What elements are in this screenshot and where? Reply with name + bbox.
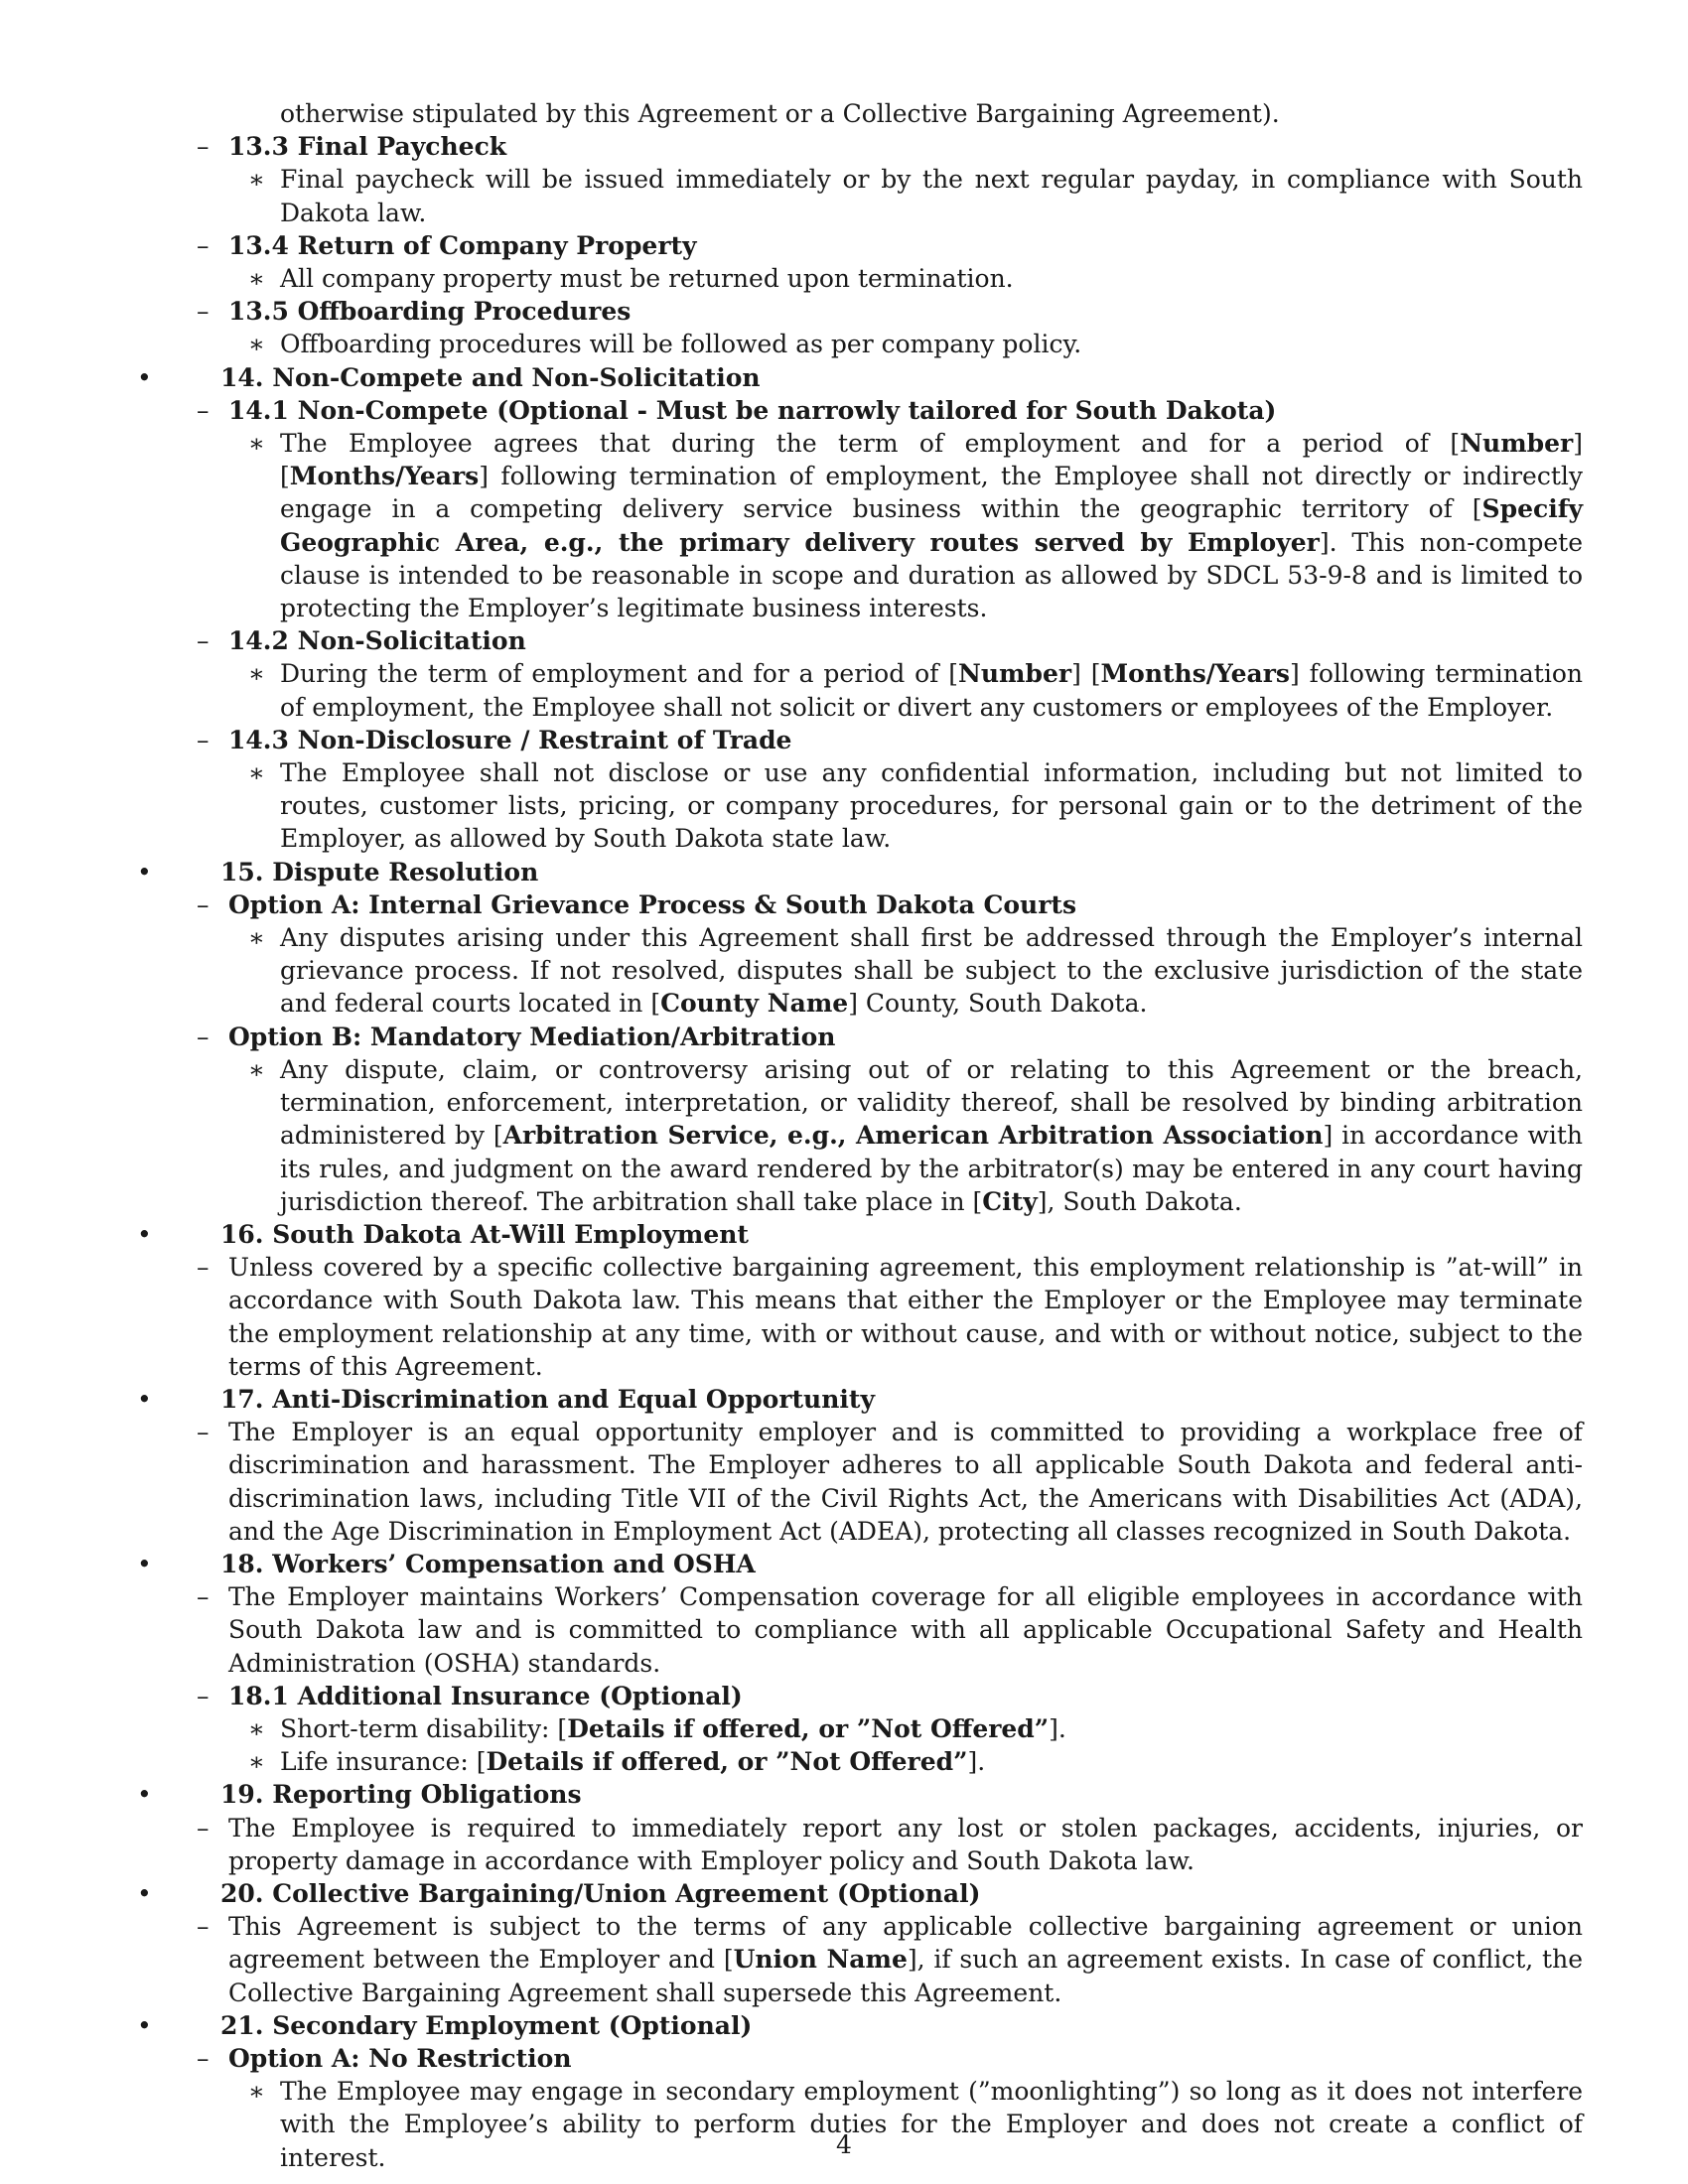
clause-13-5 [129, 328, 1583, 360]
bullet-marker: • [137, 2010, 152, 2040]
placeholder-months-years: Months/Years [1100, 659, 1290, 689]
subsection-title: 13.5 Offboarding Procedures [228, 297, 632, 327]
dash-marker: – [197, 2043, 210, 2073]
bullet-marker: • [137, 1780, 152, 1810]
paragraph-16 [129, 1251, 1583, 1383]
clause-text: ], South Dakota. [1037, 1186, 1242, 1216]
section-title: 14. Non-Compete and Non-Solicitation [220, 362, 761, 392]
clause-text: The Employee may engage in secondary employment (”moonlighting”) so long as it does not interfere with the Employee’s ability to perform duties for the Employer and does not create a conflict of interest. [280, 2077, 1583, 2172]
bullet-marker: • [137, 1878, 152, 1908]
star-marker: ∗ [248, 923, 265, 953]
bullet-marker: • [137, 1549, 152, 1578]
subsection-title: Option B: Mandatory Mediation/Arbitration [228, 1022, 836, 1051]
dash-marker: – [197, 230, 210, 260]
bullet-marker: • [137, 1219, 152, 1249]
section-14 [129, 361, 1583, 394]
paragraph-text: This Agreement is subject to the terms of any applicable collective bargaining agreement or union agreement between the Employer and [ [228, 1912, 1583, 1975]
dash-marker: – [197, 395, 210, 425]
paragraph-text: The Employer is an equal opportunity employer and is committed to providing a workplace free of discrimination and harassment. The Employer adheres to all applicable South Dakota and federal anti-discrimination laws, including Title VII of the Civil Rights Act, the Americans with Disabilities Act (ADA), and the Age Discrimination in Employment Act (ADEA), protecting all classes recognized in South Dakota. [228, 1418, 1583, 1546]
clause-text: ]. [967, 1747, 986, 1777]
dash-marker: – [197, 1912, 210, 1942]
section-title: 17. Anti-Discrimination and Equal Opportunity [220, 1384, 875, 1414]
section-title: 15. Dispute Resolution [220, 857, 539, 887]
star-marker: ∗ [248, 264, 265, 294]
subsection-title: Option A: Internal Grievance Process & South Dakota Courts [228, 889, 1077, 919]
section-20 [129, 1877, 1583, 1910]
dash-marker: – [197, 1418, 210, 1447]
document-body [129, 97, 1583, 2174]
clause-text: ] [ [280, 429, 1583, 491]
dash-marker: – [197, 1582, 210, 1612]
clause-text: ] [ [1071, 659, 1101, 689]
clause-14-1 [129, 427, 1583, 624]
bullet-marker: • [137, 1384, 152, 1414]
subsection-14-2 [129, 624, 1583, 657]
clause-13-3 [129, 163, 1583, 228]
section-title: 20. Collective Bargaining/Union Agreement (Optional) [220, 1878, 981, 1908]
clause-14-2 [129, 657, 1583, 723]
page-number: 4 [836, 2130, 852, 2159]
paragraph-text: The Employer maintains Workers’ Compensation coverage for all eligible employees in accordance with South Dakota law and is committed to compliance with all applicable Occupational Safety and Health Administration (OSHA) standards. [228, 1582, 1583, 1678]
clause-text: The Employee shall not disclose or use any confidential information, including but not limited to routes, customer lists, pricing, or company procedures, for personal gain or to the detriment of the Employer, as allowed by South Dakota state law. [280, 758, 1583, 854]
dash-marker: – [197, 725, 210, 754]
dash-marker: – [197, 889, 210, 919]
placeholder-months-years: Months/Years [289, 462, 480, 491]
subsection-14-1 [129, 394, 1583, 427]
section-title: 16. South Dakota At-Will Employment [220, 1219, 749, 1249]
paragraph-17 [129, 1416, 1583, 1548]
bullet-marker: • [137, 362, 152, 392]
clause-text: ] following termination of employment, the Employee shall not solicit or divert any customers or employees of the Employer. [280, 659, 1583, 722]
clause-14-3 [129, 756, 1583, 856]
section-title: 19. Reporting Obligations [220, 1780, 582, 1810]
star-marker: ∗ [248, 659, 265, 689]
subsection-title: 14.1 Non-Compete (Optional - Must be narrowly tailored for South Dakota) [228, 395, 1277, 425]
star-marker: ∗ [248, 2077, 265, 2107]
subsection-13-3 [129, 130, 1583, 163]
star-marker: ∗ [248, 330, 265, 359]
section-19 [129, 1778, 1583, 1811]
paragraph-20 [129, 1910, 1583, 2009]
subsection-title: Option A: No Restriction [228, 2043, 572, 2073]
placeholder-life-details: Details if offered, or ”Not Offered” [486, 1747, 968, 1777]
clause-text: Offboarding procedures will be followed as per company policy. [280, 330, 1082, 359]
dash-marker: – [197, 626, 210, 656]
placeholder-std-details: Details if offered, or ”Not Offered” [567, 1713, 1050, 1743]
option-15-a [129, 888, 1583, 921]
star-marker: ∗ [248, 758, 265, 788]
star-marker: ∗ [248, 1054, 265, 1084]
subsection-title: 18.1 Additional Insurance (Optional) [228, 1681, 743, 1710]
dash-marker: – [197, 132, 210, 162]
clause-text: ] County, South Dakota. [848, 989, 1148, 1019]
subsection-title: 14.2 Non-Solicitation [228, 626, 526, 656]
placeholder-number: Number [958, 659, 1072, 689]
clause-text: ]. [1049, 1713, 1066, 1743]
subsection-title: 13.4 Return of Company Property [228, 230, 697, 260]
clause-text: ]. This non-compete clause is intended to be reasonable in scope and duration as allowed by SDCL 53-9-8 and is limited to protecting the Employer’s legitimate business interests. [280, 527, 1583, 623]
placeholder-union-name: Union Name [733, 1945, 908, 1975]
section-18 [129, 1548, 1583, 1580]
star-marker: ∗ [248, 429, 265, 459]
placeholder-city: City [982, 1186, 1038, 1216]
placeholder-number: Number [1460, 429, 1574, 459]
placeholder-geographic-area: Specify Geographic Area, e.g., the primary delivery routes served by Employer [280, 494, 1583, 557]
section-title: 18. Workers’ Compensation and OSHA [220, 1549, 756, 1578]
section-title: 21. Secondary Employment (Optional) [220, 2010, 753, 2040]
paragraph-18 [129, 1580, 1583, 1680]
dash-marker: – [197, 1022, 210, 1051]
subsection-title: 14.3 Non-Disclosure / Restraint of Trade [228, 725, 792, 754]
paragraph-text: The Employee is required to immediately report any lost or stolen packages, accidents, injuries, or property damage in accordance with Employer policy and South Dakota law. [228, 1813, 1583, 1875]
section-21 [129, 2009, 1583, 2042]
placeholder-arbitration-service: Arbitration Service, e.g., American Arbitration Association [502, 1121, 1324, 1151]
dash-marker: – [197, 1813, 210, 1843]
subsection-14-3 [129, 724, 1583, 756]
star-marker: ∗ [248, 1713, 265, 1743]
subsection-title: 13.3 Final Paycheck [228, 132, 507, 162]
clause-text: Any dispute, claim, or controversy arising out of or relating to this Agreement or the breach, termination, enforcement, interpretation, or validity thereof, shall be resolved by binding arbitration administered by [ [280, 1054, 1583, 1151]
paragraph-text: Unless covered by a specific collective bargaining agreement, this employment relationship is ”at-will” in accordance with South Dakota law. This means that either the Employer or the Employee may terminate the employment relationship at any time, with or without cause, and with or without notice, subject to the terms of this Agreement. [228, 1253, 1583, 1381]
star-marker: ∗ [248, 165, 265, 195]
continuation-text: otherwise stipulated by this Agreement or a Collective Bargaining Agreement). [280, 99, 1280, 128]
clause-13-4 [129, 262, 1583, 295]
placeholder-county-name: County Name [660, 989, 849, 1019]
option-21-a [129, 2042, 1583, 2075]
dash-marker: – [197, 1253, 210, 1283]
clause-text: During the term of employment and for a period of [ [280, 659, 959, 689]
subsection-13-5 [129, 295, 1583, 328]
clause-text: The Employee agrees that during the term of employment and for a period of [ [280, 429, 1461, 459]
clause-text: Short-term disability: [ [280, 1713, 568, 1743]
clause-short-term-disability [129, 1712, 1583, 1745]
subsection-13-4 [129, 229, 1583, 262]
paragraph-19 [129, 1812, 1583, 1877]
section-17 [129, 1383, 1583, 1416]
subsection-18-1 [129, 1680, 1583, 1712]
clause-text: Life insurance: [ [280, 1747, 487, 1777]
clause-text: ] following termination of employment, the Employee shall not directly or indirectly engage in a competing delivery service business within the geographic territory of [ [280, 462, 1583, 524]
dash-marker: – [197, 1681, 210, 1710]
section-15 [129, 856, 1583, 888]
option-15-b [129, 1021, 1583, 1053]
bullet-marker: • [137, 857, 152, 887]
clause-15-b [129, 1053, 1583, 1218]
clause-15-a [129, 921, 1583, 1021]
dash-marker: – [197, 297, 210, 327]
clause-text: All company property must be returned upon termination. [280, 264, 1014, 294]
star-marker: ∗ [248, 1747, 265, 1777]
clause-text: Final paycheck will be issued immediately or by the next regular payday, in compliance with South Dakota law. [280, 165, 1583, 227]
section-16 [129, 1218, 1583, 1251]
clause-life-insurance [129, 1745, 1583, 1778]
clause-text: Any disputes arising under this Agreement shall first be addressed through the Employer’s internal grievance process. If not resolved, disputes shall be subject to the exclusive jurisdiction of the state and federal courts located in [ [280, 923, 1583, 1019]
clause-text: ] in accordance with its rules, and judgment on the award rendered by the arbitrator(s) may be entered in any court having jurisdiction thereof. The arbitration shall take place in [ [280, 1121, 1584, 1216]
paragraph-text: ], if such an agreement exists. In case of conflict, the Collective Bargaining Agreement shall supersede this Agreement. [228, 1945, 1583, 2007]
